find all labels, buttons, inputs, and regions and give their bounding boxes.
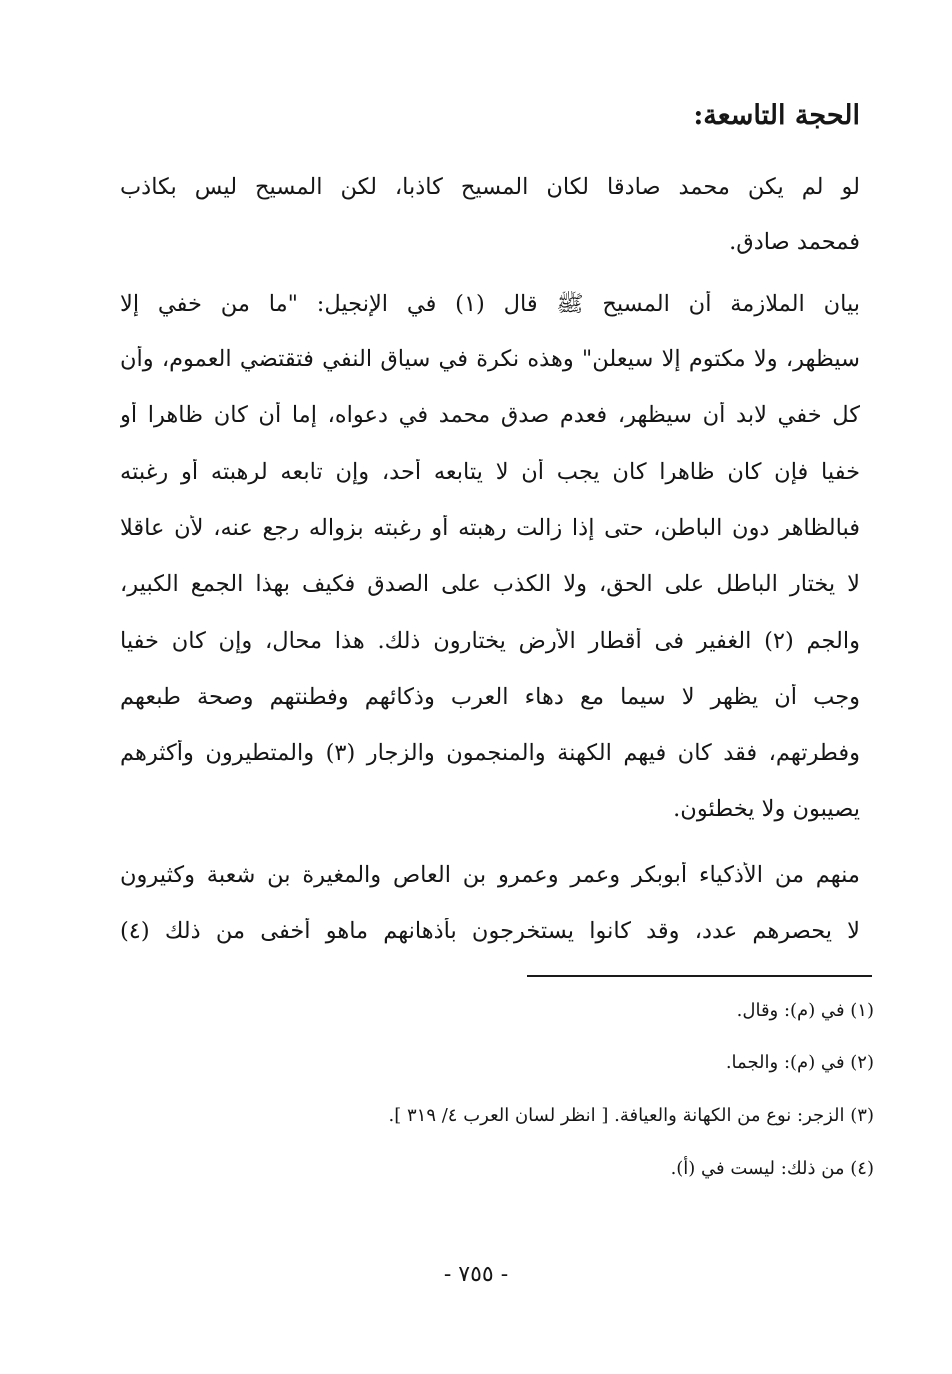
text-line: وفطرتهم، فقد كان فيهم الكهنة والمنجمون والزجار (٣) والمتطيرون وأكثرهم xyxy=(120,740,860,766)
text-line: فمحمد صادق. xyxy=(729,229,860,255)
text-line: كل خفي لابد أن سيظهر، فعدم صدق محمد في دعواه، إما أن كان ظاهرا أو xyxy=(120,402,860,428)
text-line: يصيبون ولا يخطئون. xyxy=(673,796,860,822)
text-line: وجب أن يظهر لا سيما مع دهاء العرب وذكائهم وفطنتهم وصحة طبعهم xyxy=(120,684,860,710)
footnote: (٣) الزجر: نوع من الكهانة والعيافة. [ انظر لسان العرب ٤/ ٣١٩ ]. xyxy=(388,1105,874,1126)
text-line: منهم من الأذكياء أبوبكر وعمر وعمرو بن العاص والمغيرة بن شعبة وكثيرون xyxy=(120,862,860,888)
text-line: لا يختار الباطل على الحق، ولا الكذب على الصدق فكيف بهذا الجمع الكبير، xyxy=(120,571,860,597)
text-line: خفيا فإن كان ظاهرا كان يجب أن لا يتابعه أحد، وإن تابعه لرهبته أو رغبته xyxy=(120,459,860,485)
text-line: فبالظاهر دون الباطن، حتى إذا زالت رهبته أو رغبته بزواله رجع عنه، لأن عاقلا xyxy=(120,515,860,541)
section-heading: الحجة التاسعة: xyxy=(693,100,860,131)
text-line: والجم (٢) الغفير فى أقطار الأرض يختارون ذلك. هذا محال، وإن كان خفيا xyxy=(120,628,860,654)
footnote: (٢) في (م): والجما. xyxy=(725,1052,874,1073)
footnote: (٤) من ذلك: ليست في (أ). xyxy=(670,1158,874,1179)
text-line: لا يحصرهم عدد، وقد كانوا يستخرجون بأذهانهم ماهو أخفى من ذلك (٤) xyxy=(120,918,860,944)
footnote-separator xyxy=(527,975,872,977)
text-line: بيان الملازمة أن المسيح ﷺ قال (١) في الإنجيل: "ما من خفي إلا xyxy=(120,291,860,317)
text-line: سيظهر، ولا مكتوم إلا سيعلن" وهذه نكرة في سياق النفي فتقتضي العموم، وأن xyxy=(120,346,860,372)
text-line: لو لم يكن محمد صادقا لكان المسيح كاذبا، لكن المسيح ليس بكاذب xyxy=(120,174,860,200)
page-number: - ٧٥٥ - xyxy=(443,1262,509,1287)
footnote: (١) في (م): وقال. xyxy=(736,1000,874,1021)
